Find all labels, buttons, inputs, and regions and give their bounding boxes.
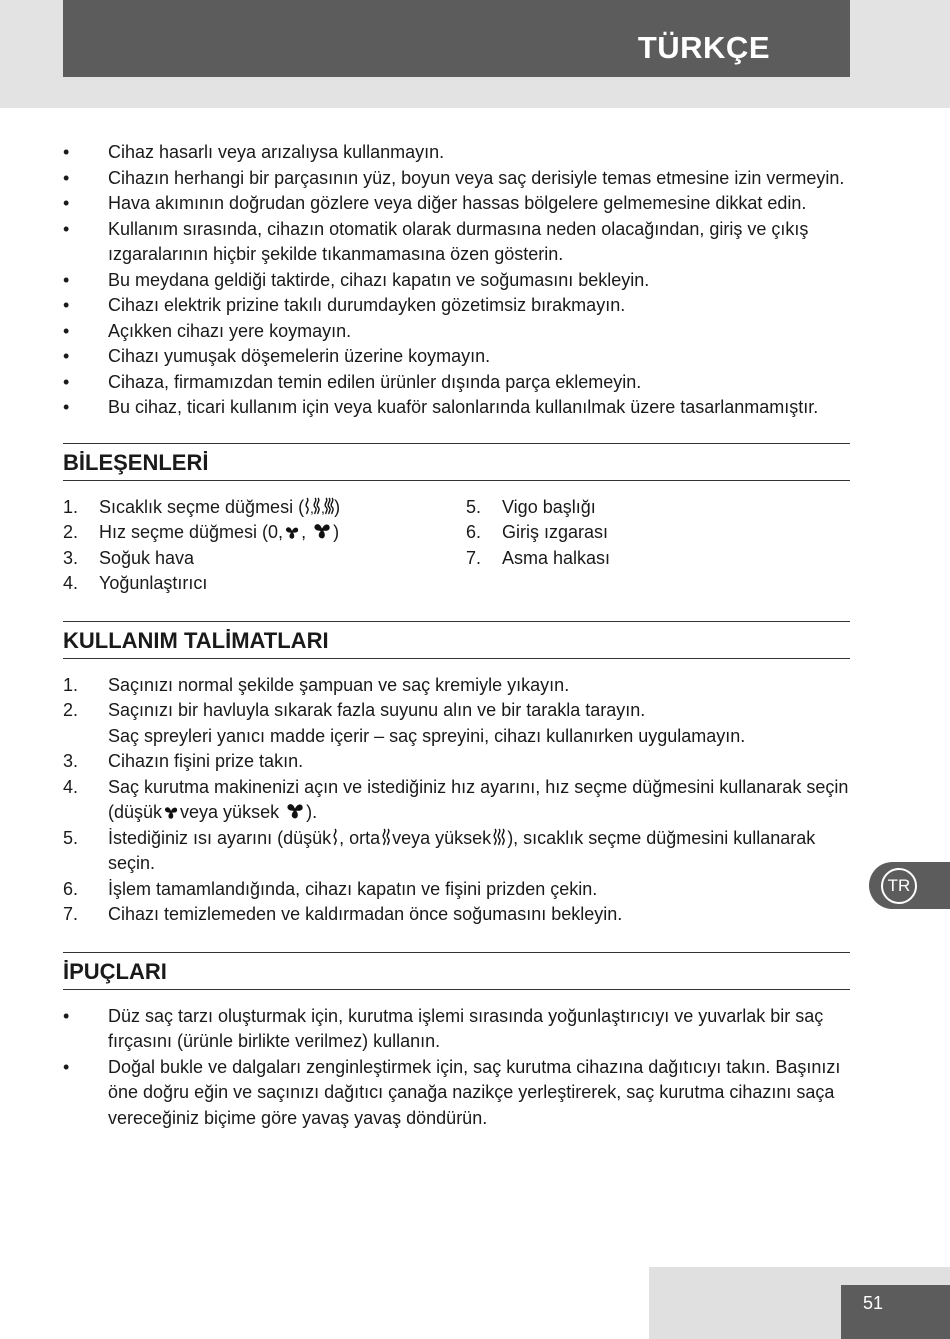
list-item: 1. Saçınızı normal şekilde şampuan ve saç kremiyle yıkayın.: [63, 674, 570, 695]
fan-high-icon: [284, 800, 306, 820]
tips-heading: İPUÇLARI: [63, 952, 850, 990]
list-item: 6. Giriş ızgarası: [466, 522, 609, 542]
list-item: 4. Saç kurutma makinenizi açın ve istediğiniz hız ayarını, hız seçme düğmesini kullanarak seçin (düşük veya yüksek ).: [63, 776, 849, 822]
language-badge: TR: [881, 868, 917, 904]
svg-text:,: ,: [321, 499, 325, 515]
list-item: • Cihaz hasarlı veya arızalıysa kullanmayın.: [63, 142, 445, 162]
list-item: • Cihazın herhangi bir parçasının yüz, boyun veya saç derisiyle temas etmesine izin vermeyin.: [63, 167, 845, 188]
list-item: 2. Hız seçme düğmesi (0, , ): [63, 522, 340, 542]
list-item: 3. Cihazın fişini prize takın.: [63, 751, 304, 771]
page-number: 51: [841, 1285, 950, 1339]
list-item: • Cihazı yumuşak döşemelerin üzerine koymayın.: [63, 346, 491, 366]
fan-low-icon: [162, 804, 180, 820]
fan-high-icon: [311, 520, 333, 540]
fan-low-icon: [283, 524, 301, 540]
heat-medium-icon: [380, 828, 392, 846]
heat-low-icon: [331, 828, 339, 846]
list-item: 5. İstediğiniz ısı ayarını (düşük , orta veya yüksek ), sıcaklık seçme düğmesini kullanarak seçin.: [63, 827, 816, 873]
list-item: 7. Asma halkası: [466, 547, 611, 568]
heat-high-icon: [491, 828, 507, 846]
list-item: • Bu meydana geldiği taktirde, cihazı kapatın ve soğumasını bekleyin.: [63, 269, 650, 290]
list-item: • Açıkken cihazı yere koymayın.: [63, 320, 352, 341]
list-item: • Cihazı elektrik prizine takılı durumdayken gözetimsiz bırakmayın.: [63, 295, 626, 315]
components-left-column: [63, 495, 466, 597]
warnings-list: [63, 140, 850, 421]
components-right-column: [466, 495, 610, 597]
list-item: • Hava akımının doğrudan gözlere veya diğer hassas bölgelere gelmemesine dikkat edin.: [63, 193, 807, 213]
language-title: TÜRKÇE: [637, 30, 770, 65]
list-item: 5. Vigo başlığı: [466, 496, 596, 517]
list-item: 6. İşlem tamamlandığında, cihazı kapatın ve fişini prizden çekin.: [63, 878, 598, 899]
list-item: 1. Sıcaklık seçme düğmesi ( , , ): [63, 496, 341, 517]
list-item: 3. Soğuk hava: [63, 547, 195, 568]
list-item: • Düz saç tarzı oluşturmak için, kurutma işlemi sırasında yoğunlaştırıcıyı ve yuvarlak bir saç fırçasını (ürünle birlikte verilmez) kullanın.: [63, 1005, 824, 1051]
list-item: • Cihaza, firmamızdan temin edilen ürünler dışında parça eklemeyin.: [63, 371, 642, 392]
list-item: 7. Cihazı temizlemeden ve kaldırmadan önce soğumasını bekleyin.: [63, 904, 623, 924]
instructions-list: [63, 673, 850, 928]
components-heading: BİLEŞENLERİ: [63, 443, 850, 481]
instructions-heading: KULLANIM TALİMATLARI: [63, 621, 850, 659]
list-item: 4. Yoğunlaştırıcı: [63, 573, 208, 593]
list-item: 2. Saçınızı bir havluyla sıkarak fazla suyunu alın ve bir tarakla tarayın. Saç spreyleri yanıcı madde içerir – saç spreyini, cihazı kullanırken uygulamayın.: [63, 700, 746, 746]
components-list: [63, 495, 850, 597]
tips-list: [63, 1004, 850, 1132]
svg-text:,: ,: [310, 499, 314, 515]
header-bar: [63, 0, 850, 77]
page-content: [63, 140, 850, 1131]
list-item: • Doğal bukle ve dalgaları zenginleştirmek için, saç kurutma cihazına dağıtıcıyı takın. Başınızı öne doğru eğin ve saçınızı dağıtıcı çanağa nazikçe yerleştirerek, saç kurutma cihazını saça vereceğiniz biçime göre yavaş yavaş döndürün.: [63, 1056, 841, 1128]
heat-levels-icon: [304, 497, 334, 515]
list-item: • Bu cihaz, ticari kullanım için veya kuaför salonlarında kullanılmak üzere tasarlanmamıştır.: [63, 397, 819, 417]
language-tab: [869, 862, 950, 909]
list-item: • Kullanım sırasında, cihazın otomatik olarak durmasına neden olacağından, giriş ve çıkış ızgaralarının hiçbir şekilde tıkanmamasına özen gösterin.: [63, 218, 809, 264]
